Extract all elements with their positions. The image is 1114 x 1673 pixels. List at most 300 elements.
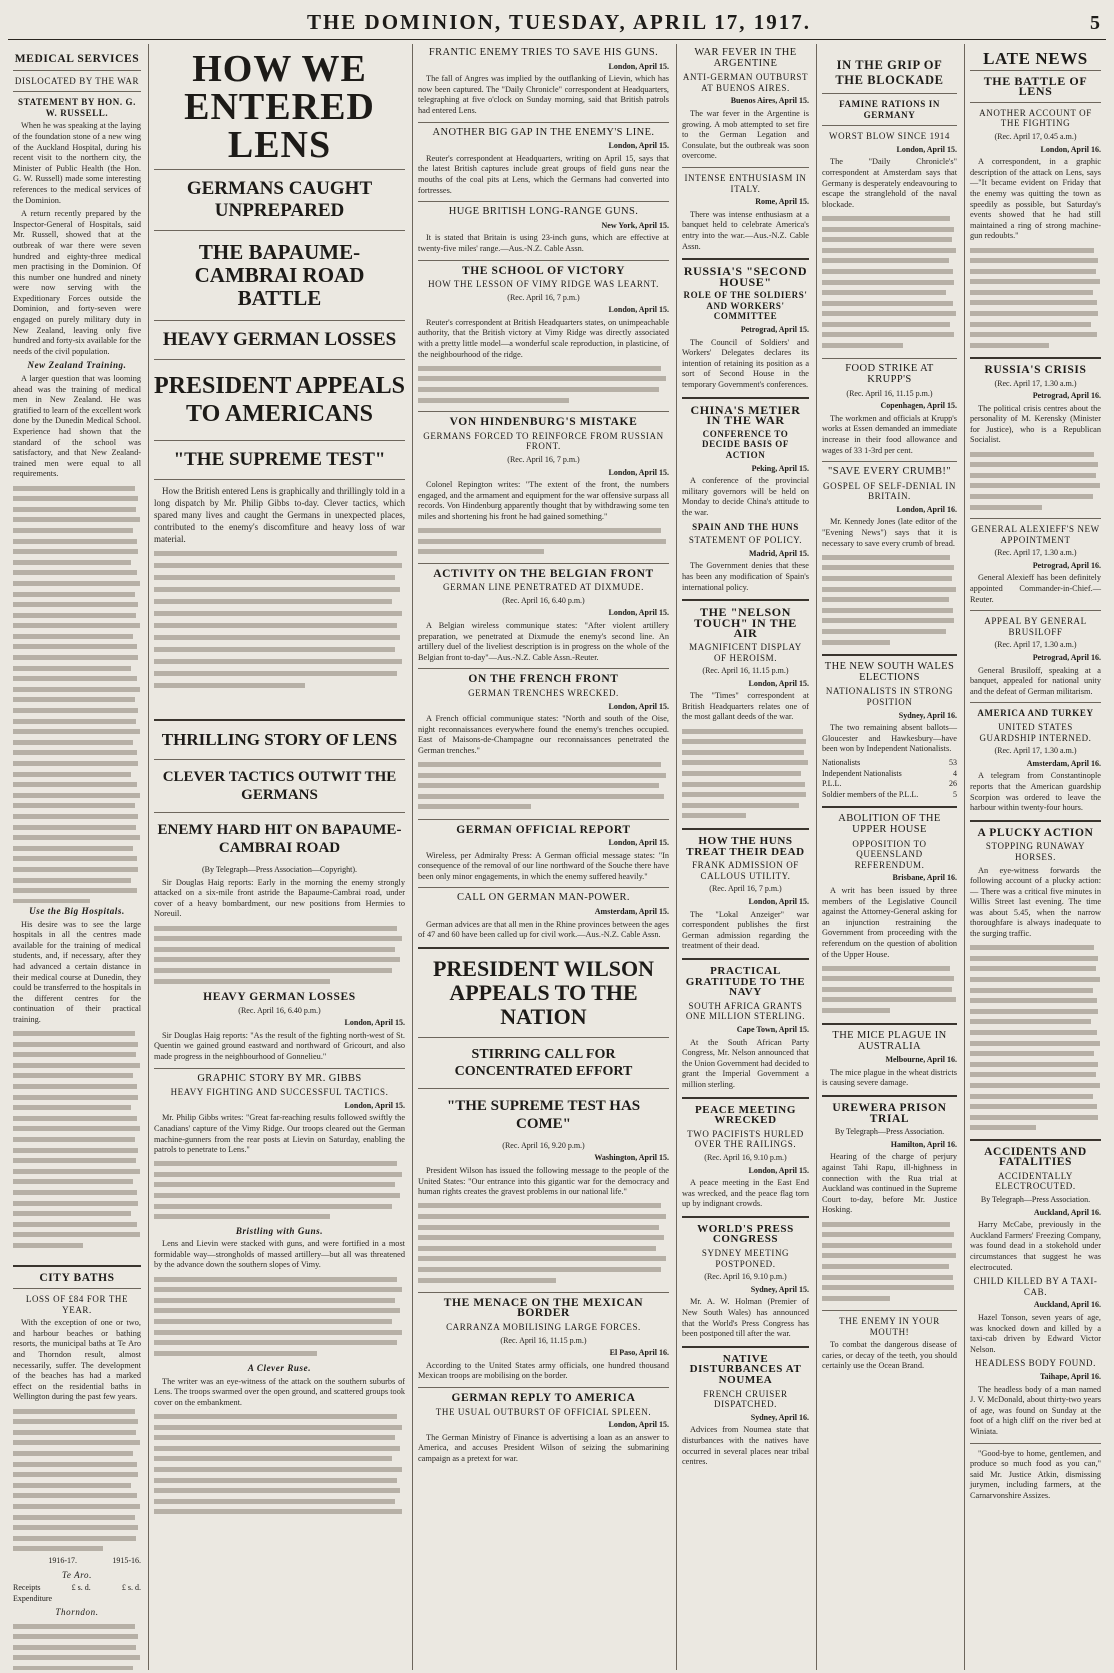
dateline: Cape Town, April 15. [736, 1024, 809, 1034]
dateline: Sydney, April 16. [898, 710, 957, 720]
headline: WORLD'S PRESS CONGRESS [697, 1222, 794, 1246]
subheadline: GERMANS FORCED TO REINFORCE FROM RUSSIAN FRONT. [423, 430, 664, 452]
divider [822, 461, 957, 462]
headline: PEACE MEETING WRECKED [694, 1103, 796, 1127]
article-paragraph: Sir Douglas Haig reports: "As the result of the fighting north-west of St. Quentin we gained ground eastward and northward of Gricourt, and also made progress in the neighbourhood of Gonnelieu." [154, 1030, 405, 1061]
dateline: London, April 15. [608, 305, 669, 315]
article-paragraph: The Council of Soldiers' and Workers' Delegates declares its intention of retaining its position as a sort of Second House in the temporary Government's conferences. [682, 337, 809, 390]
subheadline: HOW THE LESSON OF VIMY RIDGE WAS LEARNT. [428, 279, 659, 290]
subheadline: WORST BLOW SINCE 1914 [828, 131, 951, 142]
subheadline: HEAVY FIGHTING AND SUCCESSFUL TACTICS. [170, 1087, 389, 1098]
headline: FOOD STRIKE AT KRUPP'S [845, 363, 934, 385]
dateline: Sydney, April 16. [750, 1412, 809, 1422]
main-headline: HOW WE ENTERED LENS [184, 48, 375, 166]
article-paragraph: At the South African Party Congress, Mr. Nelson announced that the Union Government had decided to grant the Imperial Government a million sterling. [682, 1037, 809, 1089]
article-paragraph: His desire was to see the large hospitals in all the centres made available for the training of medical students, and, if necessary, after they had advanced a certain distance in their medical course at Dunedin, they could be transferred to the hospitals in the different centres for the continuation of their practical training. [13, 919, 141, 1024]
column-4 [676, 44, 814, 1670]
table-cell: £ s. d. [121, 1583, 141, 1593]
divider [822, 125, 957, 126]
dateline: London, April 15. [344, 1018, 405, 1028]
article-paragraph: President Wilson has issued the following message to the people of the United States: "Our entrance into this gigantic war for the democracy and human rights creates the gravest problems in our national life." [418, 1166, 669, 1197]
divider [418, 947, 669, 949]
article-text-block [154, 1411, 405, 1521]
subheadline: NATIONALISTS IN STRONG POSITION [825, 686, 954, 708]
subheadline: ACCIDENTALLY ELECTROCUTED. [995, 1170, 1076, 1192]
subheadline: HEADLESS BODY FOUND. [975, 1358, 1096, 1369]
article-text-block [13, 1621, 141, 1670]
article-paragraph: German advices are that all men in the Rhine provinces between the ages of 47 and 60 have been called up for civil work.—Aus.-N.Z. Cable Assn. [418, 919, 669, 940]
table-cell: 1915-16. [112, 1556, 141, 1566]
article-text-block [154, 548, 405, 713]
subheadline: FAMINE RATIONS IN GERMANY [839, 99, 940, 120]
divider [682, 1097, 809, 1099]
dateline: Melbourne, April 16. [885, 1055, 957, 1065]
article-paragraph: "Good-bye to home, gentlemen, and produce so much food as you can," said Mr. Justice Atkin, dismissing jurymen, including farmers, at the Carnarvonshire Assizes. [970, 1448, 1101, 1500]
article-text-block [154, 923, 405, 987]
divider [970, 820, 1101, 822]
article-paragraph: When he was speaking at the laying of the foundation stone of a new wing of the Auckland Hospital, during his recent visit to the northern city, the Minister of Public Health (the Hon. G. W. Russell) made some interesting references to the medical services of the Dominion. [13, 121, 141, 205]
headline: ACTIVITY ON THE BELGIAN FRONT [433, 567, 654, 580]
article-paragraph: General Alexieff has been definitely appointed Commander-in-Chief.—Reuter. [970, 573, 1101, 604]
headline: IN THE GRIP OF THE BLOCKADE [835, 58, 944, 87]
table-cell: Expenditure [13, 1593, 53, 1603]
dateline: London, April 16. [1040, 144, 1101, 154]
received-time: (Rec. April 16, 6.40 p.m.) [238, 1005, 321, 1015]
seat-count: 4 [953, 768, 957, 778]
divider [154, 440, 405, 441]
headline-deck: GERMANS CAUGHT UNPREPARED [186, 178, 373, 221]
headline: GERMAN REPLY TO AMERICA [451, 1391, 636, 1404]
article-paragraph: Mr. Kennedy Jones (late editor of the "Evening News") says that it is necessary to save every crumb of bread. [822, 517, 957, 548]
party-name: Nationalists [822, 758, 861, 767]
divider [682, 1346, 809, 1348]
article-text-block [13, 483, 141, 903]
divider [822, 654, 957, 656]
divider [418, 1292, 669, 1293]
dateline: London, April 15. [608, 1420, 669, 1430]
subheadline: ANOTHER ACCOUNT OF THE FIGHTING [979, 107, 1092, 129]
dateline: London, April 15. [608, 608, 669, 618]
received-time: (Rec. April 16, 7 p.m.) [507, 455, 580, 465]
headline-deck: HEAVY GERMAN LOSSES [162, 329, 397, 350]
section-subhead: Bristling with Guns. [235, 1225, 324, 1236]
divider [13, 70, 141, 71]
divider [682, 397, 809, 399]
article-text-block [418, 760, 669, 814]
article-paragraph: A correspondent, in a graphic description of the attack on Lens, says—"It became evident on Friday that the enemy was quitting the town as speedily as possible, but Saturday's events showed that he had still maintained a ring of strong machine-gun redoubts." [970, 157, 1101, 241]
dateline: Petrograd, April 16. [1032, 391, 1101, 401]
divider [970, 102, 1101, 103]
subheadline: CARRANZA MOBILISING LARGE FORCES. [446, 1322, 641, 1332]
article-paragraph: The war fever in the Argentine is growing. A mob attempted to set fire to the German Legation and Consulate, but the outbreak was soon overcome. [682, 108, 809, 161]
divider [970, 70, 1101, 71]
article-paragraph: A telegram from Constantinople reports that the American guardship Scorpion was ordered to leave the harbour within twenty-four hours. [970, 771, 1101, 813]
divider [154, 169, 405, 170]
divider [682, 258, 809, 260]
article-paragraph: The "Lokal Anzeiger" war correspondent publishes the first German admission regarding the treatment of their dead. [682, 909, 809, 951]
headline: HEAVY GERMAN LOSSES [203, 990, 356, 1003]
received-time: (Rec. April 16, 7 p.m.) [709, 884, 782, 894]
columns [8, 40, 1106, 1670]
subheadline: STATEMENT BY HON. G. W. RUSSELL. [18, 97, 136, 118]
divider [418, 122, 669, 123]
headline: CHINA'S METIER IN THE WAR [690, 402, 801, 428]
dateline: Taihape, April 16. [1039, 1371, 1101, 1381]
article-paragraph: The "Times" correspondent at British Headquarters relates one of the most gallant deeds of the war. [682, 691, 809, 722]
masthead [8, 6, 1106, 40]
received-time: (Rec. April 16, 9.20 p.m.) [502, 1140, 585, 1150]
column-1 [8, 44, 146, 1670]
article-paragraph: Advices from Noumea state that disturbances with the natives have occurred in several places near tribal centres. [682, 1425, 809, 1467]
subheadline: STOPPING RUNAWAY HORSES. [985, 841, 1086, 862]
section-subhead: Use the Big Hospitals. [29, 905, 125, 916]
article-paragraph: A return recently prepared by the Inspector-General of Hospitals, said Mr. Russell, showed that at the outbreak of war there were seven hundred and eighty-three medical men practising in the Dominion. Of this number one hundred and ninety were now serving with the Expeditionary Forces outside the Dominion, and forty-seven were engaged on purely military duty in New Zealand, leaving only five hundred and forty-six available for the needs of the civil population. [13, 209, 141, 356]
subheadline: GOSPEL OF SELF-DENIAL IN BRITAIN. [823, 480, 956, 502]
article-text-block [682, 726, 809, 822]
received-time: (Rec. April 16, 7 p.m.) [507, 292, 580, 302]
headline: ABOLITION OF THE UPPER HOUSE [838, 813, 941, 835]
article-paragraph: A peace meeting in the East End was wrecked, and the peace flag torn up by indignant crowds. [682, 1178, 809, 1209]
headline: THE NEW SOUTH WALES ELECTIONS [824, 661, 955, 683]
divider [970, 1139, 1101, 1141]
divider [154, 812, 405, 813]
subheadline: SYDNEY MEETING POSTPONED. [701, 1248, 790, 1269]
masthead-title: THE DOMINION, TUESDAY, APRIL 17, 1917. [306, 10, 812, 34]
byline: By Telegraph—Press Association. [980, 1195, 1091, 1205]
divider [682, 599, 809, 601]
headline-deck: "THE SUPREME TEST HAS COME" [446, 1097, 641, 1132]
dateline: Petrograd, April 15. [740, 325, 809, 335]
received-time: (Rec. April 16, 11.15 p.m.) [702, 666, 789, 676]
subheadline: THE ENEMY IN YOUR MOUTH! [839, 1316, 940, 1337]
dateline: Hamilton, April 16. [890, 1139, 957, 1149]
divider [418, 563, 669, 564]
subheadline: AMERICA AND TURKEY [977, 708, 1094, 719]
received-time: (Rec. April 17, 1.30 a.m.) [994, 640, 1077, 650]
divider [822, 93, 957, 94]
article-paragraph: General Brusiloff, speaking at a banquet, appealed for national unity and the defeat of German militarism. [970, 665, 1101, 696]
dateline: Auckland, April 16. [1033, 1207, 1101, 1217]
headline: PRESIDENT WILSON APPEALS TO THE NATION [432, 955, 655, 1029]
article-paragraph: With the exception of one or two, and harbour beaches or bathing resorts, the municipal baths at Te Aro and Thorndon result, almost necessarily, suffer. The development of the beaches has had a marked effect on the residential baths in Wellington during the past few years. [13, 1318, 141, 1402]
article-paragraph: The fall of Angres was implied by the outflanking of Lievin, which has now been captured. The "Daily Chronicle" correspondent at Headquarters, telegraphing at five o'clock on Sunday morning, said that British patrols had entered Lens. [418, 74, 669, 115]
dateline: Petrograd, April 16. [1032, 653, 1101, 662]
dateline: London, April 15. [748, 678, 809, 688]
dateline: London, April 15. [344, 1100, 405, 1110]
subheadline: STATEMENT OF POLICY. [688, 535, 803, 546]
article-paragraph: The writer was an eye-witness of the attack on the southern suburbs of Lens. The troops swarmed over the open ground, and scattered groups took cover on the embankment. [154, 1376, 405, 1407]
dateline: London, April 16. [896, 504, 957, 514]
headline: RUSSIA'S "SECOND HOUSE" [683, 264, 808, 289]
article-paragraph: Reuter's correspondent at Headquarters, writing on April 15, says that the latest British captures include great groups of field guns near the mouths of the coal pits at Lens, which the Germans had converted into fortresses. [418, 153, 669, 195]
dateline: Amsterdam, April 15. [594, 907, 669, 917]
table-cell: 1916-17. [48, 1556, 77, 1566]
divider [682, 1216, 809, 1218]
article-paragraph: Mr. Philip Gibbs writes: "Great far-reaching results followed swiftly the Canadians' capture of the Vimy Ridge. Our troops cleared out the German machine-gunners from the rear posts at Lievin on Saturday, enabling the patrols to penetrate to Lens." [154, 1113, 405, 1155]
divider [418, 411, 669, 412]
seat-count: 26 [949, 779, 957, 789]
section-subhead: New Zealand Training. [27, 360, 127, 371]
results-row [822, 758, 957, 769]
subheadline: ANTI-GERMAN OUTBURST AT BUENOS AIRES. [682, 72, 809, 93]
subheadline: UNITED STATES GUARDSHIP INTERNED. [979, 721, 1092, 743]
article-paragraph: Harry McCabe, previously in the Auckland Farmers' Freezing Company, was found dead in a stokehold under circumstances that suggest he was electrocuted. [970, 1220, 1101, 1272]
divider [418, 201, 669, 202]
headline-deck: CLEVER TACTICS OUTWIT THE GERMANS [162, 769, 397, 803]
article-text-block [418, 1201, 669, 1287]
subheadline: APPEAL BY GENERAL BRUSILOFF [984, 616, 1087, 637]
headline: NATIVE DISTURBANCES AT NOUMEA [689, 1352, 802, 1386]
divider [418, 887, 669, 888]
column-3 [412, 44, 674, 1670]
divider [822, 358, 957, 359]
dateline: Buenos Aires, April 15. [730, 96, 809, 106]
subheadline: FRENCH CRUISER DISPATCHED. [703, 1388, 788, 1410]
headline: THE MENACE ON THE MEXICAN BORDER [443, 1296, 644, 1320]
divider [822, 1023, 957, 1025]
article-text-block [154, 1159, 405, 1223]
divider [154, 230, 405, 231]
headline: ANOTHER BIG GAP IN THE ENEMY'S LINE. [432, 126, 655, 138]
divider [970, 610, 1101, 611]
party-name: P.L.L. [822, 779, 842, 789]
received-time: (Rec. April 16, 9.10 p.m.) [704, 1272, 787, 1282]
dateline: London, April 15. [748, 897, 809, 907]
article-paragraph: The "Daily Chronicle's" correspondent at Amsterdam says that Germany is desperately endeavouring to escape the stranglehold of the naval blockade. [822, 157, 957, 209]
seat-count: 5 [953, 789, 957, 799]
article-text-block [418, 363, 669, 406]
headline-deck: THE BAPAUME-CAMBRAI ROAD BATTLE [194, 240, 365, 310]
divider [682, 828, 809, 830]
dateline: Copenhagen, April 15. [880, 401, 957, 411]
article-text-block [154, 1274, 405, 1360]
headline: THE "NELSON TOUCH" IN THE AIR [694, 605, 797, 641]
subheadline: ROLE OF THE SOLDIERS' AND WORKERS' COMMITTEE [683, 290, 808, 322]
column-5 [816, 44, 962, 1670]
headline: RUSSIA'S CRISIS [984, 363, 1087, 376]
byline: By Telegraph—Press Association. [834, 1127, 945, 1137]
subheadline: DISLOCATED BY THE WAR [14, 75, 140, 86]
headline: PRACTICAL GRATITUDE TO THE NAVY [685, 965, 806, 999]
article-paragraph: Wireless, per Admiralty Press: A German official message states: "In consequence of the removal of our line northward of the Souche there have been only minor engagements, in which the enemy suffered heavily." [418, 850, 669, 881]
headline: THRILLING STORY OF LENS [161, 730, 398, 749]
divider [970, 518, 1101, 519]
party-name: Soldier members of the P.L.L. [822, 789, 919, 799]
article-paragraph: A writ has been issued by three members of the Legislative Council against the Attorney-General asking for an injunction restraining the Government from proceeding with the referendum on the question of abolition of the Upper House. [822, 885, 957, 959]
headline: LATE NEWS [983, 49, 1088, 68]
headline-deck: STIRRING CALL FOR CONCENTRATED EFFORT [454, 1046, 633, 1079]
article-text-block [822, 1219, 957, 1305]
article-text-block [822, 552, 957, 648]
dateline: Sydney, April 15. [750, 1284, 809, 1294]
headline: ACCIDENTS AND FATALITIES [984, 1145, 1087, 1169]
headline: WAR FEVER IN THE ARGENTINE [694, 47, 797, 69]
divider [418, 819, 669, 820]
column-6 [964, 44, 1106, 1670]
headline: CITY BATHS [39, 1271, 115, 1284]
dateline: Washington, April 15. [594, 1153, 669, 1163]
headline: FRANTIC ENEMY TRIES TO SAVE HIS GUNS. [428, 47, 659, 58]
article-paragraph: A larger question that was looming ahead was the training of medical men in New Zealand. He was gratified to learn of the excellent work done by the Dunedin Medical School. Experience had shown that the standard of the school was satisfactory, and that New Zealand-trained men were equal to all requirements. [13, 374, 141, 479]
dateline: El Paso, April 16. [609, 1348, 669, 1358]
article-text-block [822, 213, 957, 353]
dateline: Petrograd, April 16. [1032, 560, 1101, 570]
divider [970, 702, 1101, 703]
headline-deck: "THE SUPREME TEST" [173, 449, 386, 470]
received-time: (Rec. April 16, 11.15 p.m.) [500, 1335, 587, 1345]
article-paragraph: The political crisis centres about the personality of M. Kerensky (Minister for Justice), who is a Republican Socialist. [970, 403, 1101, 445]
seat-count: 53 [949, 758, 957, 767]
dateline: London, April 15. [608, 838, 669, 848]
divider [682, 167, 809, 168]
headline: CALL ON GERMAN MAN-POWER. [457, 892, 630, 904]
dateline: Rome, April 15. [755, 197, 809, 207]
subheadline: SOUTH AFRICA GRANTS ONE MILLION STERLING. [685, 1000, 806, 1022]
dateline: London, April 15. [608, 467, 669, 477]
divider [682, 958, 809, 960]
section-subhead: A Clever Ruse. [247, 1363, 312, 1374]
divider [154, 479, 405, 480]
article-text-block [418, 526, 669, 558]
subheadline: INTENSE ENTHUSIASM IN ITALY. [684, 172, 807, 194]
subheadline: GERMAN LINE PENETRATED AT DIXMUDE. [443, 582, 644, 593]
divider [418, 1088, 669, 1089]
divider [970, 1443, 1101, 1444]
article-paragraph: A Belgian wireless communique states: "After violent artillery preparation, we penetrated at Dixmude the enemy's second line. An artillery duel of the liveliest description is in progress on the whole of the Belgian front to-day"—Aus.-N.Z. Cable Assn.-Reuter. [418, 620, 669, 662]
article-paragraph: To combat the dangerous disease of caries, or decay of the teeth, you should certainly use the Ocean Brand. [822, 1340, 957, 1371]
divider [418, 1037, 669, 1038]
headline: MEDICAL SERVICES [14, 53, 140, 65]
dateline: London, April 15. [608, 141, 669, 151]
article-paragraph: Colonel Repington writes: "The extent of the front, the numbers engaged, and the armament and equipment for the war offensive surpass all records. Von Hindenburg apparently thought that by withdrawing some ten miles and shortening his front he had gained something." [418, 480, 669, 521]
article-paragraph: According to the United States army officials, one hundred thousand Mexican troops are mobilising on the border. [418, 1360, 669, 1381]
column-2 [148, 44, 410, 1670]
article-paragraph: The two remaining absent ballots—Gloucester and Hawkesbury—have been won by Independent Nationalists. [822, 723, 957, 754]
article-paragraph: A French official communique states: "North and south of the Oise, night reconnaissances everywhere found the enemy's trenches occupied. East of Maisons-de-Champagne our reconnaissances penetrated the German trenches." [418, 714, 669, 755]
article-paragraph: Sir Douglas Haig reports: Early in the morning the enemy strongly attacked on a six-mile front astride the Bapaume-Cambrai road, under cover of a heavy bombardment, our new positions from Hermies to Noreuil. [154, 877, 405, 919]
article-paragraph: It is stated that Britain is using 23-inch guns, which are effective at twenty-five miles' range.—Aus.-N.Z. Cable Assn. [418, 233, 669, 253]
headline: THE SCHOOL OF VICTORY [461, 264, 626, 277]
article-paragraph: The Government denies that these has been any modification of Spain's international policy. [682, 561, 809, 592]
article-lead: How the British entered Lens is graphically and thrillingly told in a long dispatch by Mr. Philip Gibbs to-day. Clever tactics, which spared many lives and caught the Germans in unexpected places, contributed to the enemy's discomfiture and heavy loss of war material. [154, 486, 405, 544]
results-row [822, 769, 957, 780]
article-paragraph: Hearing of the charge of perjury against Tahi Rapu, ill-highness in connection with the Rua trial at Auckland was continued in the Supreme Court to-day, before Mr. Justice Hosking. [822, 1152, 957, 1215]
divider [822, 1310, 957, 1311]
dateline: London, April 15. [608, 701, 669, 711]
divider [822, 806, 957, 808]
subheadline: LOSS OF £84 FOR THE YEAR. [25, 1294, 129, 1315]
received-time: (Rec. April 16, 9.10 p.m.) [704, 1152, 787, 1162]
received-time: (Rec. April 17, 1.30 a.m.) [994, 548, 1077, 558]
subheadline: GENERAL ALEXIEFF'S NEW APPOINTMENT [971, 524, 1100, 545]
dateline: Madrid, April 15. [748, 548, 809, 558]
headline: THE BATTLE OF LENS [983, 73, 1088, 99]
divider [822, 1095, 957, 1097]
subheadline: FRANK ADMISSION OF CALLOUS UTILITY. [692, 860, 799, 881]
received-time: (Rec. April 17, 0.45 a.m.) [994, 131, 1077, 141]
dateline: London, April 15. [748, 1165, 809, 1175]
headline: GRAPHIC STORY BY MR. GIBBS [197, 1072, 362, 1084]
headline: UREWERA PRISON TRIAL [832, 1102, 947, 1125]
article-text-block [13, 1406, 141, 1556]
divider [154, 1068, 405, 1069]
subheadline: SPAIN AND THE HUNS [692, 521, 799, 532]
divider [418, 260, 669, 261]
byline: (By Telegraph—Press Association—Copyright). [201, 865, 358, 874]
article-paragraph: Mr. A. W. Holman (Premier of New South Wales) has announced that the World's Press Congress has been postponed till after the war. [682, 1297, 809, 1339]
article-paragraph: The headless body of a man named J. V. McDonald, about thirty-two years of age, was found on Sunday at the foot of a high cliff on the river bed at Winiata. [970, 1384, 1101, 1436]
headline: THE MICE PLAGUE IN AUSTRALIA [832, 1030, 947, 1052]
article-text-block [970, 449, 1101, 513]
divider [13, 91, 141, 92]
page-number: 5 [1090, 12, 1100, 34]
article-paragraph: The workmen and officials at Krupp's works at Essen demanded an immediate increase in their food allowance and wages of 33 1-3rd per cent. [822, 413, 957, 455]
article-paragraph: The mice plague in the wheat districts is causing severe damage. [822, 1067, 957, 1088]
article-paragraph: Hazel Tonson, seven years of age, was knocked down and killed by a taxi-cab driven by Edward Victor Nelson. [970, 1312, 1101, 1354]
headline: ON THE FRENCH FRONT [468, 673, 619, 686]
article-paragraph: The German Ministry of Finance is advertising a loan as an answer to America, and accuses President Wilson of seizing the submarining campaign as a pretext for war. [418, 1432, 669, 1463]
subheadline: GERMAN TRENCHES WRECKED. [468, 687, 619, 698]
article-paragraph: A conference of the provincial military governors will be held on Monday to decide China's attitude to the war. [682, 476, 809, 517]
dateline: Brisbane, April 16. [892, 873, 957, 883]
received-time: (Rec. April 17, 1.30 a.m.) [994, 378, 1077, 388]
table-row [13, 1583, 141, 1594]
table-row [13, 1594, 141, 1605]
subheadline: TWO PACIFISTS HURLED OVER THE RAILINGS. [687, 1128, 804, 1150]
party-name: Independent Nationalists [822, 768, 902, 778]
headline: VON HINDENBURG'S MISTAKE [449, 416, 638, 429]
divider [13, 1265, 141, 1267]
article-text-block [970, 245, 1101, 351]
dateline: Peking, April 15. [751, 463, 809, 473]
dateline: London, April 15. [896, 144, 957, 154]
results-row [822, 790, 957, 801]
article-text-block [822, 963, 957, 1017]
subheadline: CHILD KILLED BY A TAXI-CAB. [973, 1276, 1098, 1297]
divider [418, 668, 669, 669]
article-text-block [970, 943, 1101, 1133]
divider [970, 357, 1101, 359]
divider [418, 1387, 669, 1388]
divider [154, 719, 405, 721]
headline-deck: PRESIDENT APPEALS TO AMERICANS [154, 373, 405, 427]
received-time: (Rec. April 16, 11.15 p.m.) [846, 388, 933, 398]
divider [154, 759, 405, 760]
table-cell: £ s. d. [71, 1583, 91, 1593]
received-time: (Rec. April 16, 6.40 p.m.) [502, 595, 585, 605]
table-header [13, 1556, 141, 1567]
divider [13, 1288, 141, 1289]
dateline: New York, April 15. [601, 220, 669, 230]
subheadline: OPPOSITION TO QUEENSLAND REFERENDUM. [852, 838, 927, 870]
dateline: London, April 15. [608, 61, 669, 71]
article-paragraph: Reuter's correspondent at British Headquarters states, on unimpeachable authority, that the British victory at Vimy Ridge was directly associated with a pretty little model—a wonderful scale reproduction, in plasticine, of the neighbourhood of the ridge. [418, 317, 669, 359]
divider [154, 320, 405, 321]
dateline: Auckland, April 16. [1033, 1300, 1101, 1310]
received-time: (Rec. April 17, 1.30 a.m.) [994, 746, 1077, 756]
table-cell: Receipts [13, 1583, 41, 1593]
headline: HOW THE HUNS TREAT THEIR DEAD [686, 835, 805, 858]
article-paragraph: Lens and Lievin were stacked with guns, and were fortified in a most formidable way—strongholds of massed artillery—but all was threatened by the advance down the southern slopes of Vimy. [154, 1239, 405, 1270]
subheadline: THE USUAL OUTBURST OF OFFICIAL SPLEEN. [435, 1406, 652, 1417]
headline: A PLUCKY ACTION [977, 826, 1094, 839]
headline: GERMAN OFFICIAL REPORT [456, 823, 631, 836]
headline: "SAVE EVERY CRUMB!" [828, 466, 951, 478]
divider [154, 359, 405, 360]
subheadline: MAGNIFICENT DISPLAY OF HEROISM. [689, 641, 802, 663]
article-paragraph: An eye-witness forwards the following account of a plucky action:— There was a critical five minutes in Willis Street last evening. The time was about 5.45, when the narrow thoroughfare is always inadequate to the surging traffic. [970, 865, 1101, 939]
table-section: Te Aro. [62, 1569, 92, 1580]
